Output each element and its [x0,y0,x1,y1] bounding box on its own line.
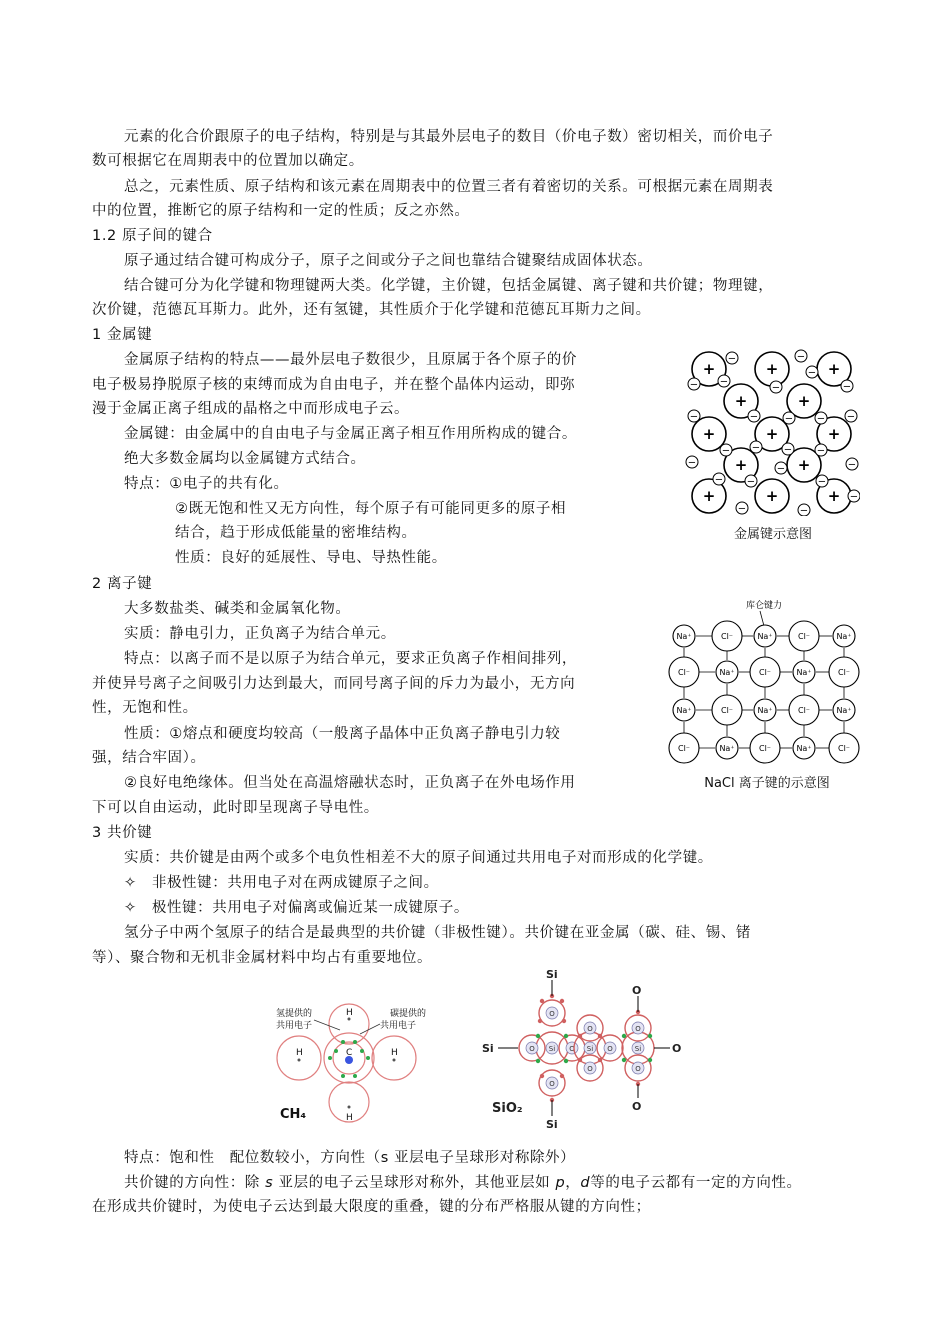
cl-label: Cl⁻ [797,632,811,641]
electron-dot [562,1019,566,1023]
si-label: Si [586,1045,594,1053]
o-label: O [607,1045,613,1053]
metal-ion-plus: + [734,456,748,474]
metal-ion-plus: + [702,360,716,378]
cl-label: Cl⁻ [720,632,734,641]
electron-minus: − [727,353,737,365]
ionic-line: 下可以自由运动，此时即呈现离子导电性。 [92,800,379,816]
electron-dot [578,1034,582,1038]
ionic-line: 大多数盐类、碱类和金属氧化物。 [124,601,351,617]
covalent-line: ✧ 非极性键：共用电子对在两成键原子之间。 [124,875,439,891]
o-label: O [529,1045,535,1053]
cl-label: Cl⁻ [837,744,851,753]
electron-minus: − [783,444,793,456]
na-label: Na⁺ [836,632,852,641]
intro-p1-line1: 元素的化合价跟原子的电子结构，特别是与其最外层电子的数目（价电子数）密切相关，而价电子 [124,129,774,145]
electron-dot [560,999,564,1003]
metal-line: 绝大多数金属均以金属键方式结合。 [124,451,366,467]
cl-label: Cl⁻ [797,706,811,715]
cl-label: Cl⁻ [677,668,691,677]
ionic-line: 实质：静电引力，正负离子为结合单元。 [124,626,396,642]
section-1-2-heading: 1.2 原子间的键合 [92,228,213,244]
ionic-line: 性，无饱和性。 [92,700,198,716]
section-1-2-p2-line1: 结合键可分为化学键和物理键两大类。化学键，主价键，包括金属键、离子键和共价键；物理键， [124,278,774,294]
covalent-line: 等）、聚合物和无机非金属材料中均占有重要地位。 [92,950,433,966]
o-label: O [635,1065,641,1073]
electron-dot [648,1034,652,1038]
intro-p2-line1: 总之，元素性质、原子结构和该元素在周期表中的位置三者有着密切的关系。可根据元素在周期表 [124,179,774,195]
ionic-heading: 2 离子键 [92,576,153,592]
electron-dot [564,1034,568,1038]
electron-dot [598,1034,602,1038]
ionic-line: 特点：以离子而不是以原子为结合单元，要求正负离子作相间排列， [124,651,577,667]
o-label: O [549,1010,555,1018]
electron-minus: − [796,351,806,363]
electron-minus: − [816,445,826,457]
metal-line: 特点：①电子的共有化。 [124,476,289,492]
electron-minus: − [807,367,817,379]
o-bottom-label: O [632,1100,642,1113]
o-label: O [587,1065,593,1073]
si-label: Si [548,1045,556,1053]
o-label: O [569,1045,575,1053]
electron-dot [560,1074,564,1078]
metal-line: 性质：良好的延展性、导电、导热性能。 [175,550,447,566]
coulomb-force-label: 库仑键力 [746,601,783,611]
electron-minus: − [689,379,699,391]
metal-line: ②既无饱和性又无方向性，每个原子有可能同更多的原子相 [175,501,567,517]
ch4-h-electron-label-2: 共用电子 [276,1021,313,1031]
electron-minus: − [771,382,781,394]
electron-dot [622,1058,626,1062]
na-label: Na⁺ [836,706,852,715]
metal-ion-plus: + [827,425,841,443]
electron-dot [540,1074,544,1078]
na-label: Na⁺ [719,744,735,753]
section-1-2-p2-line2: 次价键，范德瓦耳斯力。此外，还有氢键，其性质介于化学键和范德瓦耳斯力之间。 [92,302,651,318]
ch4-c-electron-label-2: 共用电子 [380,1021,417,1031]
electron-dot [598,1058,602,1062]
nacl-caption: NaCl 离子键的示意图 [704,776,830,791]
o-label: O [587,1025,593,1033]
electron-dot [578,1058,582,1062]
ch4-h-electron-label-1: 氢提供的 [276,1009,313,1019]
intro-p1-line2: 数可根据它在周期表中的位置加以确定。 [92,153,364,169]
ionic-line: 强，结合牢固）。 [92,750,206,766]
ionic-line: 并使异号离子之间吸引力达到最大，而同号离子间的斥力为最小，无方向 [92,676,576,692]
o-label: O [635,1025,641,1033]
o-right-label: O [672,1042,682,1055]
ch4-h-bottom: H [346,1113,353,1123]
electron-minus: − [849,491,859,503]
cl-label: Cl⁻ [677,744,691,753]
sio2-label: SiO₂ [492,1101,523,1116]
electron-dot [540,999,544,1003]
electron-minus: − [719,376,729,388]
covalent-line: 氢分子中两个氢原子的结合是最典型的共价键（非极性键）。共价键在亚金属（碳、硅、锡、锗 [124,925,751,941]
sio2-figure [480,966,700,1136]
si-top-label: Si [546,968,558,981]
cl-label: Cl⁻ [720,706,734,715]
electron-minus: − [784,413,794,425]
cl-label: Cl⁻ [758,668,772,677]
electron-dot [536,1059,540,1063]
electron-minus: − [721,445,731,457]
electron-dot [648,1058,652,1062]
electron-minus: − [746,476,756,488]
metal-ion-plus: + [765,487,779,505]
electron-minus: − [776,463,786,475]
na-label: Na⁺ [757,706,773,715]
ch4-h-right: H [391,1048,398,1058]
metal-ion-plus: + [765,425,779,443]
na-label: Na⁺ [796,668,812,677]
na-label: Na⁺ [676,632,692,641]
metal-ion-plus: + [765,360,779,378]
metal-line: 结合，趋于形成低能量的密堆结构。 [175,525,417,541]
electron-dot [538,1019,542,1023]
electron-minus: − [816,413,826,425]
na-label: Na⁺ [796,744,812,753]
electron-minus: − [846,411,856,423]
ionic-line: ②良好电绝缘体。但当处在高温熔融状态时，正负离子在外电场作用 [124,775,576,791]
cl-label: Cl⁻ [758,744,772,753]
electron-minus: − [689,411,699,423]
electron-dot [536,1034,540,1038]
metal-ion-plus: + [827,360,841,378]
o-label: O [549,1080,555,1088]
o-top-label: O [632,984,642,997]
section-1-2-p1: 原子通过结合键可构成分子，原子之间或分子之间也靠结合键聚结成固体状态。 [124,253,653,269]
ch4-figure [272,990,442,1130]
covalent-direction-line2: 在形成共价键时，为使电子云达到最大限度的重叠，键的分布严格服从键的方向性； [92,1199,651,1215]
electron-minus: − [847,459,857,471]
ionic-line: 性质：①熔点和硬度均较高（一般离子晶体中正负离子静电引力较 [124,726,561,742]
na-label: Na⁺ [719,668,735,677]
metal-line: 金属键：由金属中的自由电子与金属正离子相互作用所构成的键合。 [124,426,577,442]
nacl-ionic-figure [668,596,864,768]
metal-line: 金属原子结构的特点——最外层电子数很少，且原属于各个原子的价 [124,352,577,368]
electron-minus: − [714,474,724,486]
ch4-label: CH₄ [280,1107,307,1122]
electron-minus: − [751,442,761,454]
electron-dot [622,1034,626,1038]
covalent-direction-line1: 共价键的方向性：除 s 亚层的电子云呈球形对称外，其他亚层如 p，d等的电子云都有一定的方向性。 [124,1175,802,1191]
electron-minus: − [799,505,809,516]
covalent-line: 实质：共价键是由两个或多个电负性相差不大的原子间通过共用电子对而形成的化学键。 [124,850,713,866]
metal-heading: 1 金属键 [92,327,153,343]
metal-ion-plus: + [827,487,841,505]
metallic-bond-figure [684,346,860,516]
si-label: Si [634,1045,642,1053]
metal-ion-plus: + [702,487,716,505]
na-label: Na⁺ [676,706,692,715]
metal-ion-plus: + [702,425,716,443]
covalent-feature: 特点：饱和性 配位数较小，方向性（s 亚层电子呈球形对称除外） [124,1150,576,1166]
ch4-h-left: H [296,1048,303,1058]
na-label: Na⁺ [757,632,773,641]
si-bottom-label: Si [546,1118,558,1131]
electron-dot [564,1059,568,1063]
cl-label: Cl⁻ [837,668,851,677]
electron-minus: − [749,411,759,423]
electron-minus: − [687,457,697,469]
metal-line: 电子极易挣脱原子核的束缚而成为自由电子，并在整个晶体内运动，即弥 [92,377,576,393]
metal-caption: 金属键示意图 [733,527,812,542]
intro-p2-line2: 中的位置，推断它的原子结构和一定的性质；反之亦然。 [92,203,470,219]
ch4-c-electron-label-1: 碳提供的 [390,1009,427,1019]
metal-ion-plus: + [734,392,748,410]
si-left-label: Si [482,1042,494,1055]
metal-ion-plus: + [797,392,811,410]
metal-line: 漫于金属正离子组成的晶格之中而形成电子云。 [92,401,410,417]
electron-minus: − [842,381,852,393]
electron-minus: − [817,476,827,488]
electron-minus: − [737,503,747,515]
covalent-line: ✧ 极性键：共用电子对偏离或偏近某一成键原子。 [124,900,469,916]
covalent-heading: 3 共价键 [92,825,153,841]
metal-ion-plus: + [797,456,811,474]
ch4-c: C [346,1048,353,1058]
ch4-h-top: H [346,1008,353,1018]
